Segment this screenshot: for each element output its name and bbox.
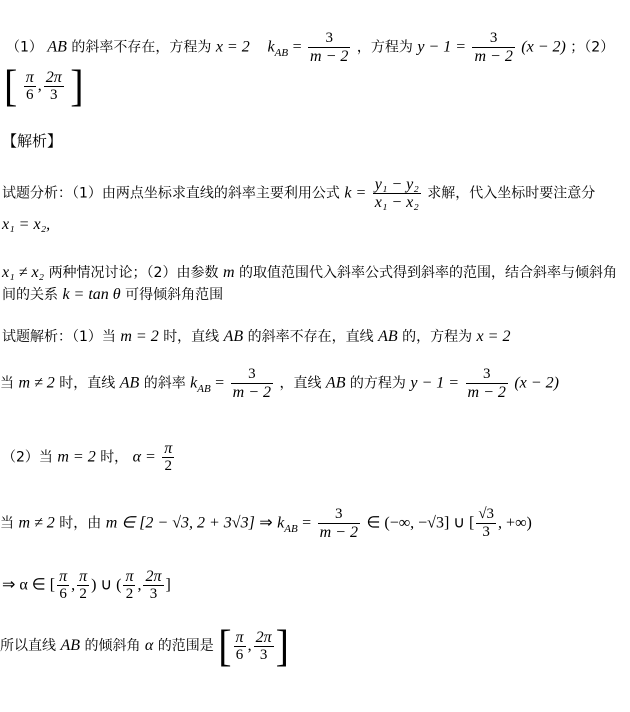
line-ab: AB bbox=[60, 637, 80, 654]
solution-text: 所以直线 bbox=[0, 638, 56, 654]
left-bracket: [ bbox=[218, 620, 232, 671]
line-ab: AB bbox=[325, 374, 346, 392]
union: ) ∪ ( bbox=[91, 576, 122, 594]
left-bracket: [ bbox=[4, 60, 18, 111]
condition-equal: x₁ = x₂, bbox=[2, 216, 51, 233]
solution-text-2: 时，直线 bbox=[59, 375, 116, 392]
slope-range-end: , +∞) bbox=[498, 514, 532, 532]
answer-text-3: ；（2） bbox=[570, 39, 615, 56]
fraction-slope-2: $\frac{3}{m - 2}$ bbox=[474, 30, 513, 65]
fraction-slope: $\frac{3}{m - 2}$ bbox=[310, 30, 349, 65]
fraction-slope: $\frac{3}{m - 2}$ bbox=[319, 506, 358, 541]
line-ab: AB bbox=[47, 38, 67, 56]
solution-text: 当 bbox=[0, 375, 14, 392]
equation-rhs: (x − 2) bbox=[521, 38, 566, 56]
slope-subscript: AB bbox=[284, 522, 298, 535]
solution-line-6 bbox=[0, 620, 289, 671]
analysis-text-2: 求解，代入坐标时要注意分 bbox=[427, 185, 596, 202]
fraction-pi-6: $\frac{\pi}{6}$ bbox=[25, 68, 34, 103]
solution-line-2 bbox=[0, 366, 559, 401]
right-bracket: ] bbox=[275, 620, 289, 671]
solution-text-2: 时，直线 bbox=[163, 329, 220, 345]
answer-text: 的斜率不存在，方程为 bbox=[71, 39, 212, 56]
solution-text-2: 时，由 bbox=[59, 515, 102, 532]
m-range-set: m ∈ [2 − √3, 2 + 3√3] bbox=[105, 514, 255, 532]
solution-text-2: 时， bbox=[100, 449, 129, 466]
implies-arrow: ⇒ bbox=[259, 514, 273, 532]
right-bracket: ] bbox=[70, 60, 84, 111]
solution-line-4 bbox=[0, 506, 532, 541]
equation-lhs: y − 1 = bbox=[410, 374, 460, 392]
slope-symbol: k bbox=[190, 374, 198, 392]
comma: , bbox=[37, 77, 42, 94]
alpha-equals: α = bbox=[132, 448, 156, 466]
analysis-text-6: 可得倾斜角范围 bbox=[125, 287, 224, 303]
slope-subscript: AB bbox=[274, 46, 289, 59]
analysis-line-3 bbox=[2, 262, 617, 282]
answer-range bbox=[4, 60, 84, 111]
solution-text-3: 的斜率 bbox=[143, 375, 186, 392]
m-not-2: m ≠ 2 bbox=[18, 374, 55, 392]
comma: , bbox=[247, 637, 252, 654]
fraction-2pi-3: $\frac{2\pi}{3}$ bbox=[45, 68, 62, 103]
equation-x2: x = 2 bbox=[476, 328, 511, 345]
slope-range: ∈ (−∞, −√3] ∪ [ bbox=[366, 514, 475, 532]
line-ab: AB bbox=[378, 328, 398, 345]
alpha: α bbox=[144, 637, 154, 654]
solution-text: （2）当 bbox=[2, 449, 53, 466]
fraction-pi-2: $\frac{\pi}{2}$ bbox=[79, 568, 88, 602]
answer-line-1 bbox=[6, 30, 614, 65]
analysis-text-4: 的取值范围代入斜率公式得到斜率的范围，结合斜率与倾斜角 bbox=[238, 265, 617, 281]
equals-sign: = bbox=[215, 374, 225, 392]
fraction-2pi-3: $\frac{2\pi}{3}$ bbox=[145, 568, 162, 602]
fraction-pi-2: $\frac{\pi}{2}$ bbox=[125, 568, 134, 602]
analysis-line-4 bbox=[2, 284, 223, 304]
param-m: m bbox=[222, 264, 235, 281]
analysis-line-1 bbox=[2, 176, 595, 211]
m-equals-2: m = 2 bbox=[120, 328, 159, 345]
comma: , bbox=[71, 576, 76, 594]
solution-line-5 bbox=[2, 568, 171, 603]
fraction-slope: $\frac{3}{m - 2}$ bbox=[232, 366, 272, 401]
alpha-range-end: ] bbox=[165, 576, 171, 594]
solution-text-5: 的方程为 bbox=[349, 375, 406, 392]
solution-text-3: 的斜率不存在，直线 bbox=[247, 329, 374, 345]
solution-text: 试题解析：（1）当 bbox=[2, 329, 116, 345]
fraction-pi-6: $\frac{\pi}{6}$ bbox=[235, 628, 244, 663]
fraction-pi-6: $\frac{\pi}{6}$ bbox=[59, 568, 68, 602]
slope-symbol: k bbox=[267, 38, 275, 56]
fraction-pi-2: $\frac{\pi}{2}$ bbox=[164, 440, 173, 474]
solution-text-2: 的倾斜角 bbox=[84, 638, 141, 654]
k-tan-theta: k = tan θ bbox=[62, 286, 121, 303]
slope-formula-k: k = bbox=[344, 184, 367, 202]
equation-rhs: (x − 2) bbox=[514, 374, 559, 392]
answer-text-2: ，方程为 bbox=[356, 39, 413, 56]
fraction-sqrt3-3: $\frac{√3}{3}$ bbox=[478, 506, 495, 540]
analysis-heading: 【解析】 bbox=[2, 132, 63, 150]
alpha-range-start: ⇒ α ∈ [ bbox=[2, 576, 56, 594]
equals-sign: = bbox=[292, 38, 302, 56]
m-equals-2: m = 2 bbox=[57, 448, 96, 466]
solution-text-4: ，直线 bbox=[279, 375, 322, 392]
comma: , bbox=[137, 576, 142, 594]
equation-x2: x = 2 bbox=[215, 38, 250, 56]
slope-subscript: AB bbox=[197, 382, 211, 395]
condition-not-equal: x₁ ≠ x₂ bbox=[2, 264, 45, 281]
solution-text: 当 bbox=[0, 515, 14, 532]
solution-text-4: 的，方程为 bbox=[402, 329, 473, 345]
line-ab: AB bbox=[119, 374, 140, 392]
solution-line-3 bbox=[2, 440, 176, 475]
equation-lhs: y − 1 = bbox=[417, 38, 467, 56]
solution-line-1 bbox=[2, 326, 510, 346]
equals-sign: = bbox=[302, 514, 312, 532]
slope-symbol: k bbox=[277, 514, 285, 532]
analysis-text: 试题分析：（1）由两点坐标求直线的斜率主要利用公式 bbox=[2, 185, 340, 202]
solution-text-3: 的范围是 bbox=[157, 638, 214, 654]
slope-formula-fraction: $\frac{\text{y₁ − y₂}}{\text{x₁ − x₂}}$ bbox=[374, 176, 419, 211]
part-1-marker: （1） bbox=[6, 39, 43, 56]
fraction-2pi-3: $\frac{2\pi}{3}$ bbox=[255, 628, 272, 663]
m-not-2: m ≠ 2 bbox=[18, 514, 55, 532]
line-ab: AB bbox=[223, 328, 244, 345]
analysis-text-5: 间的关系 bbox=[2, 287, 58, 303]
analysis-line-2 bbox=[2, 216, 50, 234]
fraction-slope-2: $\frac{3}{m - 2}$ bbox=[467, 366, 506, 401]
analysis-text-3: 两种情况讨论；（2）由参数 bbox=[48, 265, 219, 281]
